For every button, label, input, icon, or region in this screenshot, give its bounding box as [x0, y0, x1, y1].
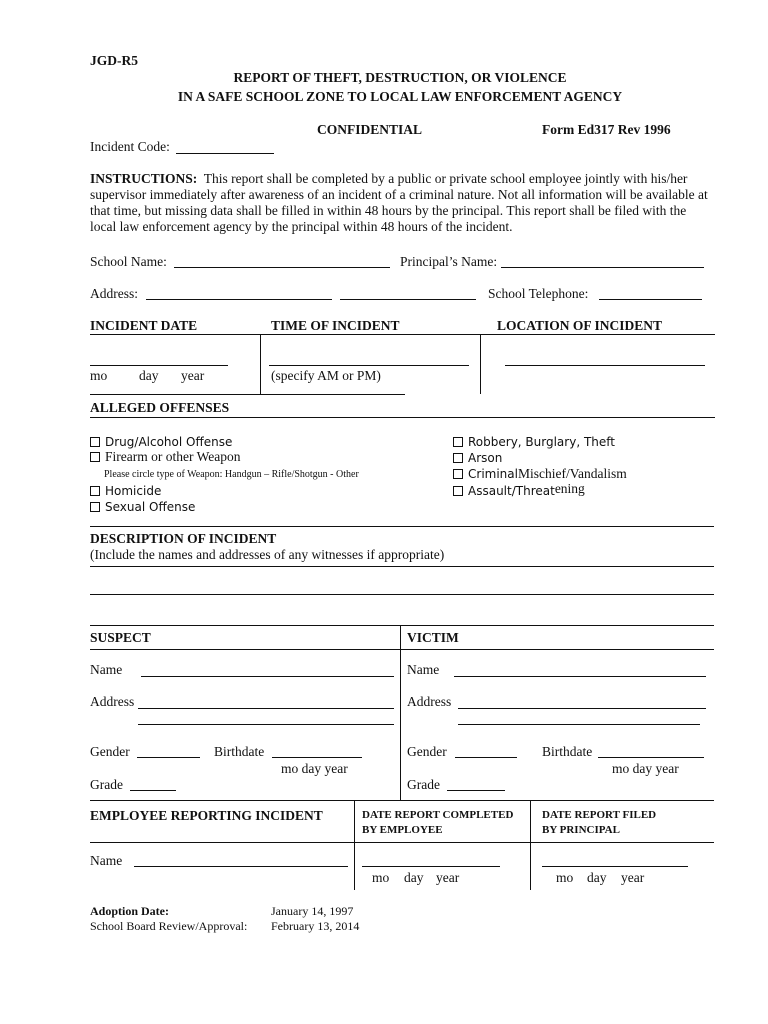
checkbox-icon[interactable]: [90, 502, 100, 512]
checkbox-icon[interactable]: [90, 486, 100, 496]
time-note: (specify AM or PM): [271, 368, 381, 383]
offense-criminal-mischief[interactable]: CriminalMischief/Vandalism: [453, 466, 627, 482]
date-completed-line2: BY EMPLOYEE: [362, 824, 443, 836]
suspect-birthdate-label: Birthdate: [214, 744, 265, 759]
incident-bottom-rule: [90, 394, 405, 395]
date-filed-line1: DATE REPORT FILED: [542, 809, 657, 821]
incident-code-field[interactable]: [176, 153, 274, 154]
suspect-grade-field[interactable]: [130, 790, 176, 791]
principal-name-field[interactable]: [501, 267, 704, 268]
suspect-address-label: Address: [90, 694, 135, 709]
victim-gender-label: Gender: [407, 744, 447, 759]
description-line-1[interactable]: [90, 566, 714, 567]
suspect-gender-label: Gender: [90, 744, 130, 759]
employee-divider-1: [354, 800, 355, 890]
suspect-victim-divider: [400, 625, 401, 800]
victim-birthdate-label: Birthdate: [542, 744, 593, 759]
offense-sexual[interactable]: Sexual Offense: [90, 499, 195, 515]
date-filed-line2: BY PRINCIPAL: [542, 824, 620, 836]
filed-day-label: day: [587, 870, 607, 885]
victim-name-label: Name: [407, 662, 440, 677]
offenses-bottom-rule: [90, 526, 714, 527]
victim-birthdate-field[interactable]: [598, 757, 704, 758]
offense-assault[interactable]: Assault/Threatening: [453, 483, 585, 499]
adoption-date-label: Adoption Date:: [90, 904, 170, 918]
suspect-birthdate-field[interactable]: [272, 757, 362, 758]
school-address-label: Address:: [90, 286, 138, 301]
employee-header-rule: [90, 842, 714, 843]
completed-year-label: year: [436, 870, 460, 885]
school-telephone-field[interactable]: [599, 299, 702, 300]
school-address-field-2[interactable]: [340, 299, 476, 300]
date-day-label: day: [139, 368, 159, 383]
form-title-line1: REPORT OF THEFT, DESTRUCTION, OR VIOLENCE: [233, 70, 567, 85]
offense-homicide[interactable]: Homicide: [90, 483, 161, 499]
completed-day-label: day: [404, 870, 424, 885]
victim-address-field-2[interactable]: [458, 724, 700, 725]
school-name-field[interactable]: [174, 267, 390, 268]
filed-mo-label: mo: [556, 870, 574, 885]
suspect-header: SUSPECT: [90, 630, 151, 645]
description-note: (Include the names and addresses of any witnesses if appropriate): [90, 547, 445, 562]
checkbox-icon[interactable]: [90, 437, 100, 447]
alleged-offenses-header: ALLEGED OFFENSES: [90, 400, 230, 415]
review-approval-label: School Board Review/Approval:: [90, 919, 248, 933]
victim-address-label: Address: [407, 694, 452, 709]
incident-location-field[interactable]: [505, 365, 705, 366]
victim-grade-label: Grade: [407, 777, 440, 792]
adoption-date-value: January 14, 1997: [271, 904, 354, 918]
checkbox-icon[interactable]: [453, 437, 463, 447]
completed-mo-label: mo: [372, 870, 390, 885]
offenses-header-rule: [90, 417, 715, 418]
suspect-victim-header-rule: [90, 649, 714, 650]
incident-date-header: INCIDENT DATE: [90, 318, 198, 333]
description-header: DESCRIPTION OF INCIDENT: [90, 531, 277, 546]
confidential-label: CONFIDENTIAL: [317, 122, 423, 137]
checkbox-icon[interactable]: [453, 453, 463, 463]
instructions-paragraph: [90, 171, 710, 235]
incident-time-header: TIME OF INCIDENT: [271, 318, 400, 333]
review-approval-value: February 13, 2014: [271, 919, 360, 933]
employee-reporting-header: EMPLOYEE REPORTING INCIDENT: [90, 808, 323, 823]
form-number: Form Ed317 Rev 1996: [542, 122, 671, 137]
offense-arson[interactable]: Arson: [453, 450, 502, 466]
suspect-name-label: Name: [90, 662, 123, 677]
suspect-name-field[interactable]: [141, 676, 394, 677]
incident-code-label: Incident Code:: [90, 139, 170, 154]
date-year-label: year: [181, 368, 205, 383]
suspect-address-field-1[interactable]: [138, 708, 394, 709]
victim-address-field-1[interactable]: [458, 708, 706, 709]
employee-divider-2: [530, 800, 531, 890]
offense-drug-alcohol[interactable]: Drug/Alcohol Offense: [90, 434, 232, 450]
form-code: JGD-R5: [90, 53, 138, 68]
description-line-2[interactable]: [90, 594, 714, 595]
checkbox-icon[interactable]: [453, 486, 463, 496]
date-mo-label: mo: [90, 368, 108, 383]
school-name-label: School Name:: [90, 254, 167, 269]
date-completed-line1: DATE REPORT COMPLETED: [362, 809, 514, 821]
checkbox-icon[interactable]: [90, 452, 100, 462]
victim-birthdate-format: mo day year: [612, 761, 679, 776]
incident-divider-1: [260, 334, 261, 394]
school-telephone-label: School Telephone:: [488, 286, 589, 301]
description-line-3[interactable]: [90, 625, 714, 626]
victim-header: VICTIM: [407, 630, 459, 645]
incident-date-field[interactable]: [90, 365, 228, 366]
principal-name-label: Principal’s Name:: [400, 254, 498, 269]
employee-name-field[interactable]: [134, 866, 348, 867]
weapon-type-note: Please circle type of Weapon: Handgun – Rifle/Shotgun - Other: [104, 469, 359, 480]
date-filed-field[interactable]: [542, 866, 688, 867]
victim-name-field[interactable]: [454, 676, 706, 677]
form-title-line2: IN A SAFE SCHOOL ZONE TO LOCAL LAW ENFORCEMENT AGENCY: [177, 89, 623, 104]
incident-divider-2: [480, 334, 481, 394]
date-completed-field[interactable]: [362, 866, 500, 867]
employee-top-rule: [90, 800, 714, 801]
offense-robbery[interactable]: Robbery, Burglary, Theft: [453, 434, 615, 450]
incident-header-rule: [90, 334, 715, 335]
suspect-grade-label: Grade: [90, 777, 123, 792]
instructions-label: INSTRUCTIONS:: [90, 171, 198, 186]
checkbox-icon[interactable]: [453, 469, 463, 479]
suspect-gender-field[interactable]: [137, 757, 200, 758]
victim-gender-field[interactable]: [455, 757, 517, 758]
victim-grade-field[interactable]: [447, 790, 505, 791]
offense-firearm[interactable]: Firearm or other Weapon: [90, 449, 241, 465]
instructions-text: This report shall be completed by a public or private school employee jointly with his/her supervisor immediately after awareness of an incident of a criminal nature. Not all information will be available at that time, but missing data shall be filled in within 48 hours by the principal. This report shall be filed with the local law enforcement agency by the principal within 48 hours of the incident.: [90, 171, 708, 234]
employee-name-label: Name: [90, 853, 123, 868]
school-address-field-1[interactable]: [146, 299, 332, 300]
suspect-birthdate-format: mo day year: [281, 761, 348, 776]
incident-location-header: LOCATION OF INCIDENT: [497, 318, 663, 333]
filed-year-label: year: [621, 870, 645, 885]
incident-time-field[interactable]: [269, 365, 469, 366]
suspect-address-field-2[interactable]: [138, 724, 394, 725]
